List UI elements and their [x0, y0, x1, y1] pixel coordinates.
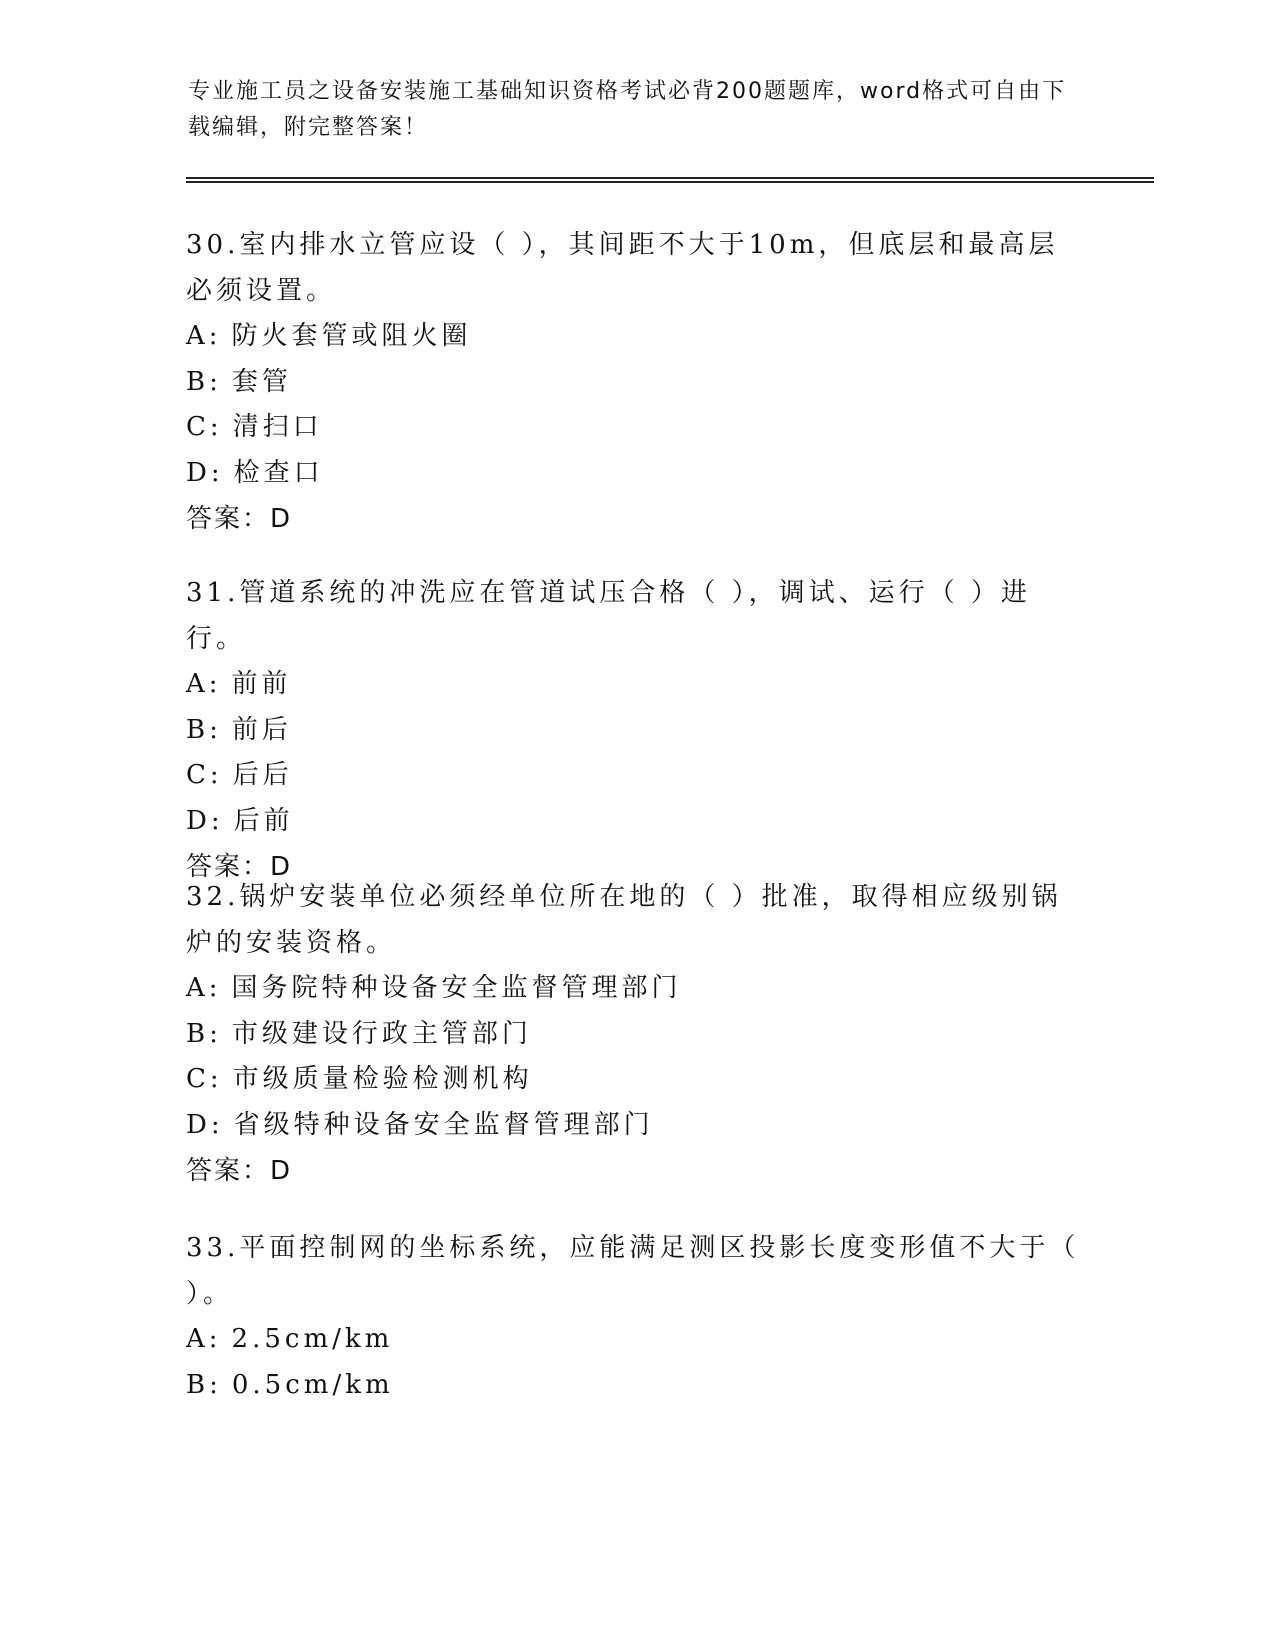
option-text: 检查口	[233, 457, 324, 488]
option-d	[186, 451, 1086, 497]
question-32	[186, 874, 1086, 1194]
header-divider	[186, 177, 1154, 183]
option-d	[186, 1103, 1086, 1149]
option-a	[186, 662, 1086, 708]
option-letter: A:	[186, 973, 222, 1003]
option-b	[186, 1363, 1086, 1409]
question-31	[186, 570, 1086, 890]
option-c	[186, 753, 1086, 799]
option-a	[186, 966, 1086, 1012]
question-33	[186, 1225, 1086, 1408]
question-30	[186, 222, 1086, 542]
option-text: 后前	[233, 805, 294, 836]
option-b	[186, 360, 1086, 406]
answer-line: 答案：D	[186, 852, 293, 882]
option-text: 前后	[231, 714, 292, 745]
option-text: 防火套管或阻火圈	[231, 321, 472, 351]
option-text: 2.5cm/km	[231, 1324, 394, 1354]
option-letter: C:	[186, 1064, 223, 1094]
option-text: 清扫口	[232, 412, 323, 442]
option-text: 省级特种设备安全监督管理部门	[233, 1109, 654, 1140]
option-text: 市级建设行政主管部门	[231, 1018, 532, 1049]
option-letter: B:	[186, 1018, 222, 1049]
answer-line: 答案：D	[186, 1156, 293, 1186]
option-letter: C:	[186, 760, 223, 790]
option-letter: D:	[186, 457, 224, 488]
option-text: 市级质量检验检测机构	[232, 1064, 533, 1094]
option-a	[186, 314, 1086, 360]
option-text: 套管	[231, 366, 292, 397]
option-letter: A:	[186, 1324, 222, 1354]
question-stem: 31.管道系统的冲洗应在管道试压合格（ ），调试、运行（ ）进行。	[186, 578, 1031, 654]
option-c	[186, 1057, 1086, 1103]
option-text: 后后	[232, 760, 293, 790]
option-letter: C:	[186, 412, 223, 442]
option-letter: B:	[186, 714, 222, 745]
option-text: 国务院特种设备安全监督管理部门	[231, 973, 682, 1003]
option-letter: D:	[186, 1109, 224, 1140]
question-stem: 33.平面控制网的坐标系统，应能满足测区投影长度变形值不大于（ ）。	[186, 1233, 1080, 1309]
option-b	[186, 708, 1086, 754]
option-text: 0.5cm/km	[231, 1369, 394, 1400]
document-header: 专业施工员之设备安装施工基础知识资格考试必背200题题库，word格式可自由下载编辑，附完整答案！	[188, 79, 1067, 140]
option-letter: A:	[186, 321, 222, 351]
question-stem: 32.锅炉安装单位必须经单位所在地的（ ）批准，取得相应级别锅炉的安装资格。	[186, 882, 1062, 958]
option-letter: D:	[186, 805, 224, 836]
option-c	[186, 405, 1086, 451]
option-letter: B:	[186, 1369, 222, 1400]
option-letter: B:	[186, 366, 222, 397]
option-a	[186, 1317, 1086, 1363]
question-stem: 30.室内排水立管应设（ ），其间距不大于10m，但底层和最高层必须设置。	[186, 230, 1059, 306]
option-d	[186, 799, 1086, 845]
option-b	[186, 1012, 1086, 1058]
option-text: 前前	[231, 669, 292, 699]
answer-line: 答案：D	[186, 504, 293, 534]
option-letter: A:	[186, 669, 222, 699]
